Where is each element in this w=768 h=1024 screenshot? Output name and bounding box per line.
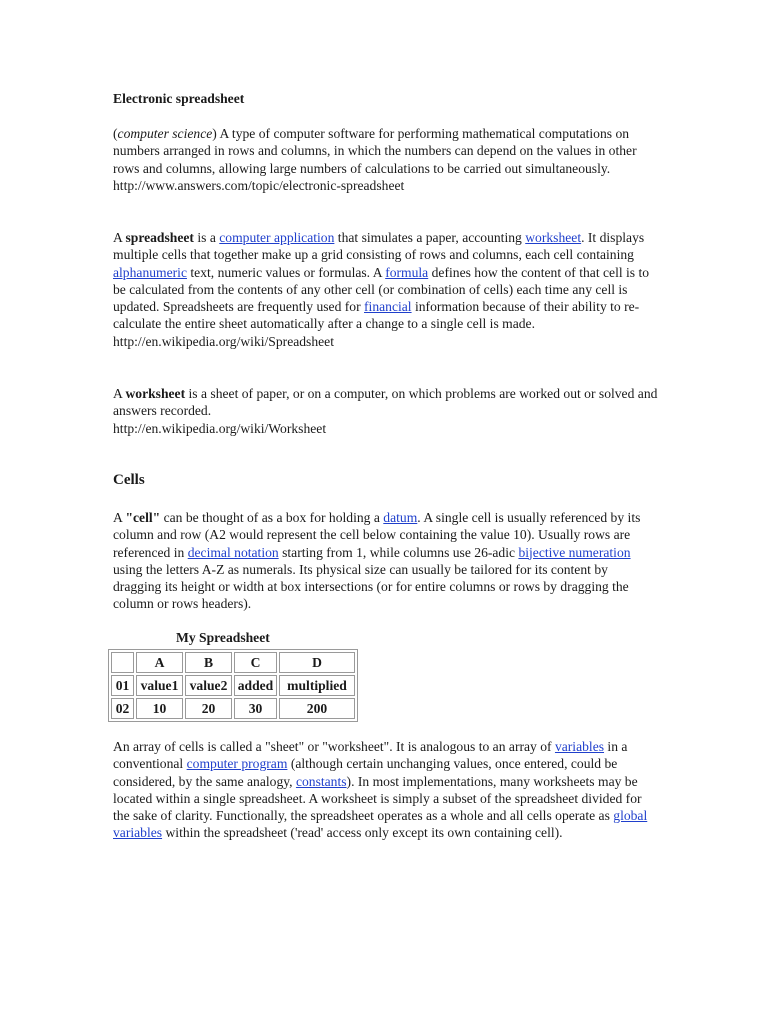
link-global-variables[interactable]: global variables <box>113 808 648 841</box>
text-segment: An array of cells is called a "sheet" or "worksheet". It is analogous to an array of <box>113 739 555 754</box>
source-url-answers: http://www.answers.com/topic/electronic-spreadsheet <box>113 177 405 193</box>
paragraph-spreadsheet <box>113 229 658 350</box>
link-constants[interactable]: constants <box>295 773 347 789</box>
text-segment: within the spreadsheet ('read' access only except its own containing cell). <box>162 825 563 841</box>
bold-term-cell: "cell" <box>125 510 161 525</box>
link-financial[interactable]: financial <box>364 299 412 315</box>
table-cell: 02 <box>111 698 134 719</box>
table-row <box>111 675 355 696</box>
text-segment: A <box>113 510 126 525</box>
table-cell <box>111 652 134 673</box>
term-computer-science: computer science <box>117 126 213 141</box>
table-cell: 10 <box>136 698 183 719</box>
text-segment: using the letters A-Z as numerals. Its physical size can usually be tailored for its content by dragging its height or width at box intersections (or for entire columns or rows by dragging the column or rows headers). <box>113 561 629 612</box>
table-cell: A <box>136 652 183 673</box>
link-formula[interactable]: formula <box>385 264 429 280</box>
text-segment: (although certain unchanging values, once entered, could be considered, by the same analogy, <box>113 756 618 789</box>
table-cell: 30 <box>234 698 277 719</box>
text-segment: . It displays multiple cells that together make up a grid consisting of rows and columns, each cell containing <box>113 230 645 263</box>
paragraph-array-of-cells <box>113 738 658 842</box>
link-decimal-notation[interactable]: decimal notation <box>187 544 279 560</box>
paragraph-worksheet <box>113 385 658 437</box>
table-cell: added <box>234 675 277 696</box>
table-cell: multiplied <box>279 675 355 696</box>
link-worksheet[interactable]: worksheet <box>525 230 582 245</box>
text-segment: starting from 1, while columns use 26-adic <box>278 544 519 560</box>
text-segment: defines how the content of that cell is to be calculated from the contents of any other cell (or combination of cells) each time any cell is updated. Spreadsheets are frequently used for <box>113 264 650 315</box>
text-segment: text, numeric values or formulas. A <box>186 264 386 280</box>
text-segment: that simulates a paper, accounting <box>334 230 526 245</box>
text-segment: . A single cell is usually referenced by its column and row (A2 would represent the cell below containing the value 10). Usually rows are referenced in <box>113 510 641 560</box>
table-caption: My Spreadsheet <box>176 630 270 645</box>
text-segment: in a conventional <box>113 739 628 772</box>
paragraph-definition <box>113 125 658 194</box>
text-segment: ). In most implementations, many worksheets may be located within a single spreadsheet. A worksheet is simply a subset of the spreadsheet divided for the sake of clarity. Functionally, the spreadsheet operates as a whole and all cells operate as <box>113 773 642 824</box>
link-variables[interactable]: variables <box>554 739 605 754</box>
table-row <box>111 698 355 719</box>
paragraph-cell <box>113 509 658 613</box>
paren-open: ( <box>113 126 118 141</box>
table-cell: 200 <box>279 698 355 719</box>
text-segment: A <box>113 386 126 401</box>
table-cell: D <box>279 652 355 673</box>
link-computer-application[interactable]: computer application <box>219 230 335 245</box>
text-segment: is a sheet of paper, or on a computer, on which problems are worked out or solved and answers recorded. <box>113 386 658 419</box>
text-segment: information because of their ability to re-calculate the entire sheet automatically after a change to a single cell is made. <box>113 299 640 332</box>
text-segment: is a <box>193 230 220 245</box>
text-segment: can be thought of as a box for holding a <box>160 510 384 525</box>
spreadsheet-table <box>108 649 358 722</box>
table-cell: value1 <box>136 675 183 696</box>
bold-term-spreadsheet: spreadsheet <box>125 230 194 245</box>
source-url-wikipedia-spreadsheet: http://en.wikipedia.org/wiki/Spreadsheet <box>113 333 334 349</box>
table-cell: 20 <box>185 698 232 719</box>
text-segment: A <box>113 230 126 245</box>
table-row <box>111 652 355 673</box>
table-cell: B <box>185 652 232 673</box>
heading-electronic-spreadsheet: Electronic spreadsheet <box>113 91 245 106</box>
table-cell: C <box>234 652 277 673</box>
heading-cells: Cells <box>113 472 145 488</box>
link-bijective-numeration[interactable]: bijective numeration <box>518 544 631 560</box>
table-cell: value2 <box>185 675 232 696</box>
bold-term-worksheet: worksheet <box>125 386 186 401</box>
link-datum[interactable]: datum <box>383 510 418 525</box>
table-cell: 01 <box>111 675 134 696</box>
link-alphanumeric[interactable]: alphanumeric <box>113 264 187 280</box>
source-url-wikipedia-worksheet: http://en.wikipedia.org/wiki/Worksheet <box>113 420 327 436</box>
link-computer-program[interactable]: computer program <box>186 756 288 772</box>
definition-text: ) A type of computer software for performing mathematical computations on numbers arranged in rows and columns, in which the numbers can depend on the values in other rows and columns, allowing large numbers of calculations to be carried out simultaneously. <box>113 126 637 176</box>
